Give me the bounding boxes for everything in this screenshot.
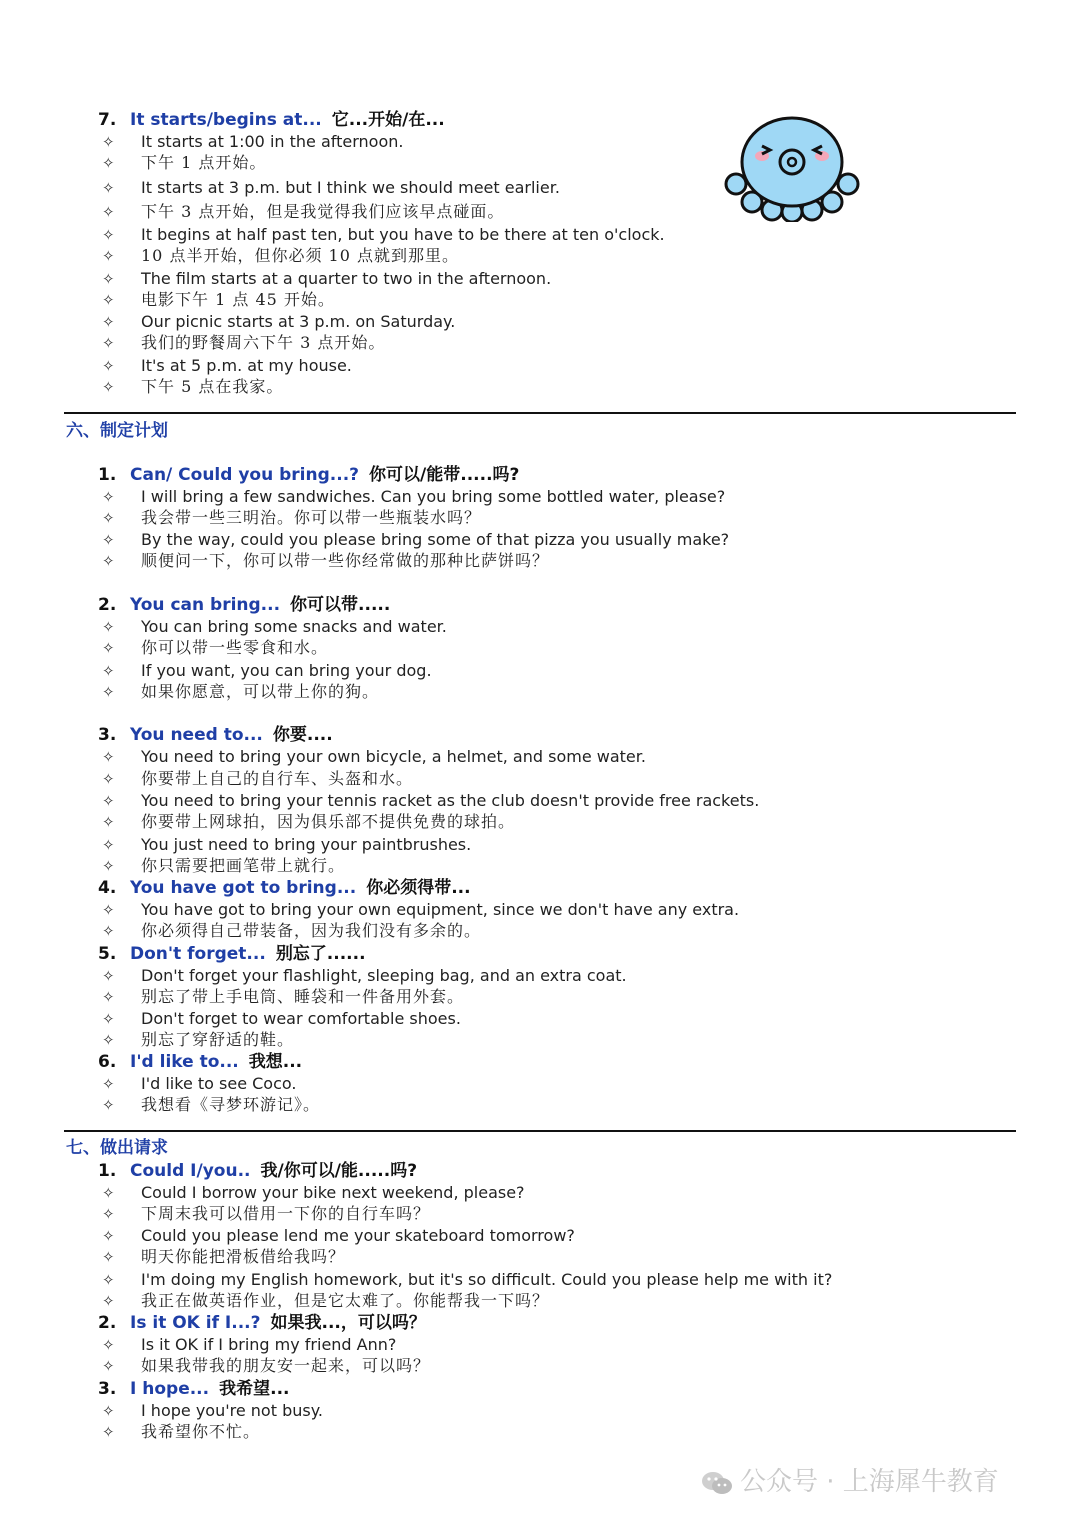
- example-text: You have got to bring your own equipment, since we don't have any extra.: [141, 900, 740, 919]
- star-bullet-icon: ✧: [102, 552, 115, 570]
- pattern-heading: [98, 722, 333, 748]
- example-line: [102, 1269, 832, 1291]
- pattern-number: 7.: [98, 110, 117, 130]
- example-text: It starts at 1:00 in the afternoon.: [141, 132, 404, 151]
- pattern-number: 3.: [98, 1379, 117, 1399]
- pattern-heading: [98, 875, 471, 901]
- example-text: It starts at 3 p.m. but I think we should meet earlier.: [141, 178, 560, 197]
- example-line: [102, 899, 739, 921]
- example-line: [102, 1008, 461, 1030]
- star-bullet-icon: ✧: [102, 967, 115, 985]
- example-text: Don't forget to wear comfortable shoes.: [141, 1009, 461, 1028]
- example-line: [102, 131, 403, 153]
- example-line: [102, 201, 504, 223]
- example-line: [102, 1334, 396, 1356]
- pattern-english: I'd like to...: [130, 1052, 239, 1072]
- star-bullet-icon: ✧: [102, 748, 115, 766]
- example-line: [102, 660, 432, 682]
- example-line: [102, 177, 560, 199]
- pattern-chinese: 你可以带.....: [290, 595, 391, 615]
- star-bullet-icon: ✧: [102, 270, 115, 288]
- example-line: [102, 1290, 549, 1312]
- pattern-chinese: 它...开始/在...: [331, 110, 445, 130]
- pattern-number: 6.: [98, 1052, 117, 1072]
- example-line: [102, 1094, 320, 1116]
- wechat-icon: [700, 1469, 734, 1497]
- star-bullet-icon: ✧: [102, 203, 115, 221]
- example-text: 我们的野餐周六下午 3 点开始。: [141, 333, 386, 352]
- example-line: [102, 616, 447, 638]
- example-text: 别忘了带上手电筒、睡袋和一件备用外套。: [141, 987, 465, 1006]
- example-text: Our picnic starts at 3 p.m. on Saturday.: [141, 312, 456, 331]
- example-text: It's at 5 p.m. at my house.: [141, 356, 352, 375]
- star-bullet-icon: ✧: [102, 133, 115, 151]
- pattern-heading: [98, 462, 519, 488]
- pattern-chinese: 我希望...: [219, 1379, 290, 1399]
- example-line: [102, 1182, 525, 1204]
- star-bullet-icon: ✧: [102, 1205, 115, 1223]
- example-line: [102, 1203, 430, 1225]
- example-text: 你要带上网球拍，因为俱乐部不提供免费的球拍。: [141, 812, 516, 831]
- star-bullet-icon: ✧: [102, 1184, 115, 1202]
- example-line: [102, 746, 646, 768]
- star-bullet-icon: ✧: [102, 792, 115, 810]
- pattern-english: Could I/you..: [130, 1161, 251, 1181]
- example-text: 10 点半开始，但你必须 10 点就到那里。: [141, 246, 459, 265]
- example-text: Could I borrow your bike next weekend, please?: [141, 1183, 525, 1202]
- section-divider: [64, 1130, 1016, 1132]
- example-line: [102, 1246, 345, 1268]
- example-line: [102, 1355, 430, 1377]
- pattern-english: It starts/begins at...: [130, 110, 322, 130]
- example-line: [102, 834, 471, 856]
- pattern-english: Is it OK if I...?: [130, 1313, 261, 1333]
- star-bullet-icon: ✧: [102, 1031, 115, 1049]
- pattern-chinese: 你要....: [272, 725, 333, 745]
- pattern-english: You can bring...: [130, 595, 281, 615]
- example-text: You can bring some snacks and water.: [141, 617, 447, 636]
- octopus-mascot-icon: [722, 112, 862, 222]
- example-text: 你必须得自己带装备，因为我们没有多余的。: [141, 921, 482, 940]
- example-line: [102, 637, 328, 659]
- example-line: [102, 768, 413, 790]
- example-text: I'm doing my English homework, but it's so difficult. Could you please help me with it?: [141, 1270, 833, 1289]
- star-bullet-icon: ✧: [102, 154, 115, 172]
- pattern-english: I hope...: [130, 1379, 210, 1399]
- star-bullet-icon: ✧: [102, 639, 115, 657]
- pattern-number: 2.: [98, 595, 117, 615]
- example-text: 如果你愿意，可以带上你的狗。: [141, 682, 380, 701]
- pattern-heading: [98, 1376, 289, 1402]
- star-bullet-icon: ✧: [102, 509, 115, 527]
- pattern-english: You need to...: [130, 725, 263, 745]
- pattern-heading: [98, 1049, 302, 1075]
- pattern-chinese: 我/你可以/能.....吗?: [260, 1161, 418, 1181]
- example-text: 电影下午 1 点 45 开始。: [141, 290, 335, 309]
- pattern-english: Can/ Could you bring...?: [130, 465, 360, 485]
- example-text: 我希望你不忙。: [141, 1422, 261, 1441]
- pattern-heading: [98, 1310, 426, 1336]
- star-bullet-icon: ✧: [102, 179, 115, 197]
- example-line: [102, 965, 627, 987]
- star-bullet-icon: ✧: [102, 618, 115, 636]
- example-text: 下午 1 点开始。: [141, 153, 267, 172]
- example-text: 你可以带一些零食和水。: [141, 638, 329, 657]
- pattern-heading: [98, 1158, 417, 1184]
- section-divider: [64, 412, 1016, 414]
- pattern-heading: [98, 941, 366, 967]
- star-bullet-icon: ✧: [102, 1271, 115, 1289]
- star-bullet-icon: ✧: [102, 662, 115, 680]
- pattern-heading: [98, 107, 445, 133]
- star-bullet-icon: ✧: [102, 1292, 115, 1310]
- example-line: [102, 355, 352, 377]
- example-line: [102, 311, 455, 333]
- pattern-number: 2.: [98, 1313, 117, 1333]
- example-line: [102, 486, 725, 508]
- example-line: [102, 1029, 294, 1051]
- example-line: [102, 811, 515, 833]
- example-line: [102, 376, 283, 398]
- star-bullet-icon: ✧: [102, 247, 115, 265]
- example-text: 你只需要把画笔带上就行。: [141, 856, 346, 875]
- star-bullet-icon: ✧: [102, 770, 115, 788]
- example-text: 明天你能把滑板借给我吗？: [141, 1247, 346, 1266]
- example-line: [102, 855, 345, 877]
- star-bullet-icon: ✧: [102, 901, 115, 919]
- example-text: You need to bring your own bicycle, a helmet, and some water.: [141, 747, 646, 766]
- pattern-english: Don't forget...: [130, 944, 266, 964]
- example-text: By the way, could you please bring some of that pizza you usually make?: [141, 530, 730, 549]
- example-text: You need to bring your tennis racket as the club doesn't provide free rackets.: [141, 791, 760, 810]
- star-bullet-icon: ✧: [102, 1248, 115, 1266]
- example-line: [102, 245, 459, 267]
- pattern-chinese: 别忘了......: [275, 944, 366, 964]
- example-line: [102, 681, 379, 703]
- star-bullet-icon: ✧: [102, 836, 115, 854]
- example-text: Is it OK if I bring my friend Ann?: [141, 1335, 397, 1354]
- example-text: It begins at half past ten, but you have to be there at ten o'clock.: [141, 225, 665, 244]
- example-line: [102, 790, 759, 812]
- example-text: I will bring a few sandwiches. Can you bring some bottled water, please?: [141, 487, 726, 506]
- example-line: [102, 1400, 323, 1422]
- pattern-heading: [98, 592, 390, 618]
- example-line: [102, 152, 266, 174]
- star-bullet-icon: ✧: [102, 813, 115, 831]
- star-bullet-icon: ✧: [102, 1402, 115, 1420]
- star-bullet-icon: ✧: [102, 1227, 115, 1245]
- example-text: 下午 3 点开始，但是我觉得我们应该早点碰面。: [141, 202, 505, 221]
- star-bullet-icon: ✧: [102, 1423, 115, 1441]
- pattern-number: 3.: [98, 725, 117, 745]
- star-bullet-icon: ✧: [102, 313, 115, 331]
- example-line: [102, 550, 549, 572]
- example-text: I hope you're not busy.: [141, 1401, 323, 1420]
- pattern-chinese: 如果我...，可以吗？: [270, 1313, 426, 1333]
- example-text: If you want, you can bring your dog.: [141, 661, 432, 680]
- pattern-number: 1.: [98, 465, 117, 485]
- example-text: 我想看《寻梦环游记》。: [141, 1095, 321, 1114]
- star-bullet-icon: ✧: [102, 1357, 115, 1375]
- example-text: The film starts at a quarter to two in the afternoon.: [141, 269, 552, 288]
- example-text: You just need to bring your paintbrushes.: [141, 835, 472, 854]
- example-line: [102, 529, 729, 551]
- example-text: 别忘了穿舒适的鞋。: [141, 1030, 295, 1049]
- example-line: [102, 1225, 575, 1247]
- watermark-text: 公众号 · 上海犀牛教育: [740, 1467, 999, 1497]
- example-text: 顺便问一下，你可以带一些你经常做的那种比萨饼吗？: [141, 551, 550, 570]
- star-bullet-icon: ✧: [102, 488, 115, 506]
- star-bullet-icon: ✧: [102, 922, 115, 940]
- star-bullet-icon: ✧: [102, 857, 115, 875]
- pattern-english: You have got to bring...: [130, 878, 357, 898]
- star-bullet-icon: ✧: [102, 1336, 115, 1354]
- example-line: [102, 1421, 260, 1443]
- pattern-chinese: 我想...: [248, 1052, 303, 1072]
- star-bullet-icon: ✧: [102, 226, 115, 244]
- example-line: [102, 507, 481, 529]
- example-text: Could you please lend me your skateboard tomorrow?: [141, 1226, 575, 1245]
- pattern-chinese: 你必须得带...: [366, 878, 471, 898]
- star-bullet-icon: ✧: [102, 1096, 115, 1114]
- example-text: 你要带上自己的自行车、头盔和水。: [141, 769, 414, 788]
- watermark: [700, 1462, 999, 1502]
- example-text: 我会带一些三明治。你可以带一些瓶装水吗？: [141, 508, 482, 527]
- example-text: Don't forget your flashlight, sleeping bag, and an extra coat.: [141, 966, 627, 985]
- pattern-number: 1.: [98, 1161, 117, 1181]
- pattern-chinese: 你可以/能带.....吗?: [369, 465, 520, 485]
- example-text: 下周末我可以借用一下你的自行车吗？: [141, 1204, 431, 1223]
- example-text: I'd like to see Coco.: [141, 1074, 297, 1093]
- example-line: [102, 920, 481, 942]
- pattern-number: 4.: [98, 878, 117, 898]
- star-bullet-icon: ✧: [102, 291, 115, 309]
- star-bullet-icon: ✧: [102, 531, 115, 549]
- star-bullet-icon: ✧: [102, 988, 115, 1006]
- star-bullet-icon: ✧: [102, 357, 115, 375]
- star-bullet-icon: ✧: [102, 683, 115, 701]
- pattern-number: 5.: [98, 944, 117, 964]
- star-bullet-icon: ✧: [102, 1075, 115, 1093]
- example-line: [102, 268, 551, 290]
- example-line: [102, 1073, 296, 1095]
- example-text: 如果我带我的朋友安一起来，可以吗？: [141, 1356, 431, 1375]
- example-text: 我正在做英语作业，但是它太难了。你能帮我一下吗？: [141, 1291, 550, 1310]
- example-text: 下午 5 点在我家。: [141, 377, 284, 396]
- section-title: 七、做出请求: [66, 1138, 168, 1158]
- example-line: [102, 332, 385, 354]
- example-line: [102, 224, 665, 246]
- star-bullet-icon: ✧: [102, 378, 115, 396]
- section-title: 六、制定计划: [66, 421, 168, 441]
- star-bullet-icon: ✧: [102, 334, 115, 352]
- star-bullet-icon: ✧: [102, 1010, 115, 1028]
- example-line: [102, 289, 335, 311]
- example-line: [102, 986, 464, 1008]
